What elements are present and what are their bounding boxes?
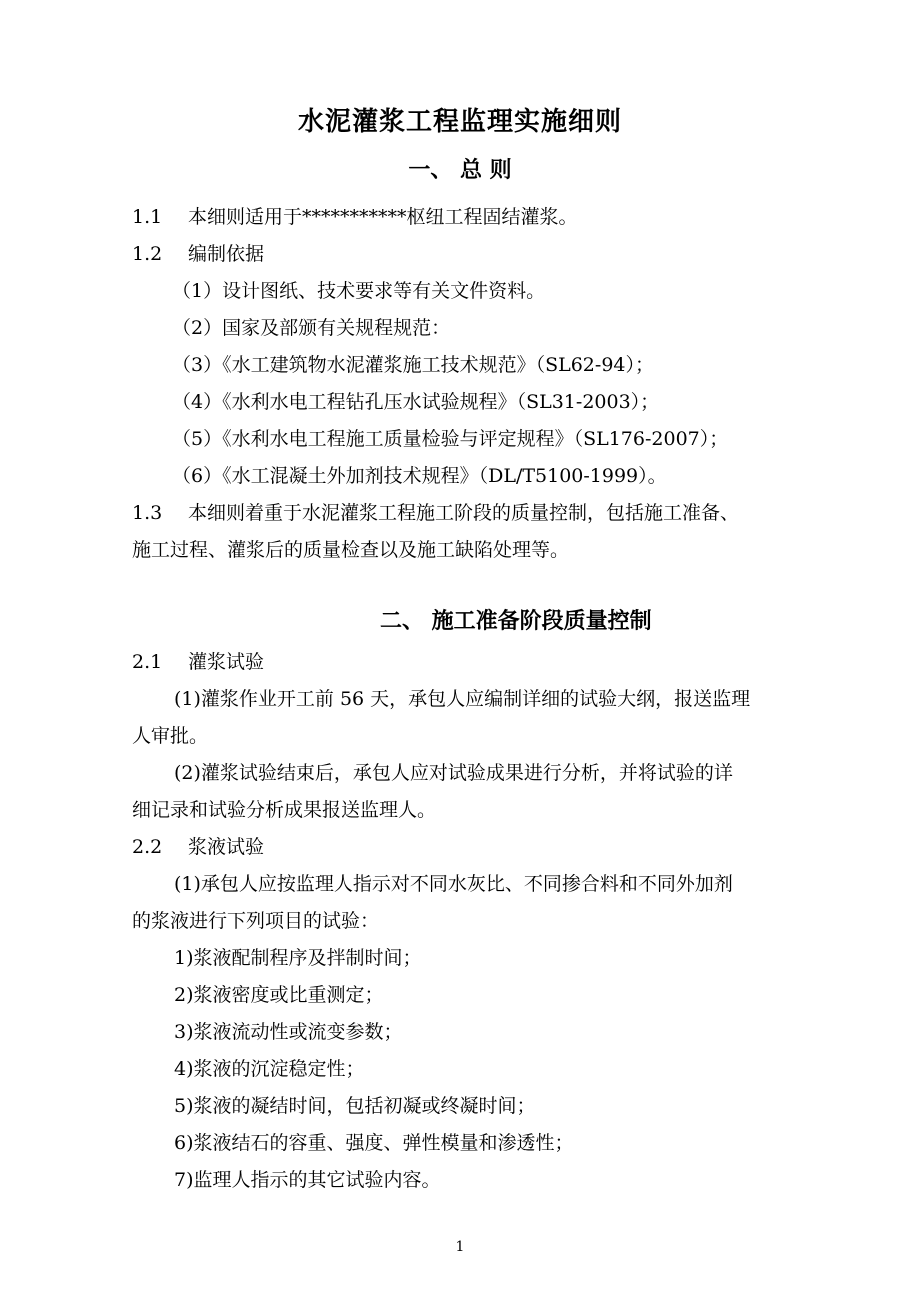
clause-text: 编制依据 bbox=[188, 243, 265, 265]
paragraph-2-2-1-continued: 的浆液进行下列项目的试验： bbox=[132, 910, 380, 932]
clause-number: 1.3 bbox=[132, 502, 163, 524]
basis-item-3: （3）《水工建筑物水泥灌浆施工技术规范》（SL62-94）； bbox=[172, 354, 654, 376]
paragraph-2-1-1-continued: 人审批。 bbox=[132, 725, 209, 747]
clause-number: 1.2 bbox=[132, 243, 163, 265]
basis-item-5: （5）《水利水电工程施工质量检验与评定规程》（SL176-2007）； bbox=[172, 428, 729, 450]
clause-1-2 bbox=[132, 240, 264, 268]
clause-number: 2.1 bbox=[132, 651, 163, 673]
paragraph-2-1-2-continued: 细记录和试验分析成果报送监理人。 bbox=[132, 799, 437, 821]
clause-1-3 bbox=[132, 499, 739, 527]
clause-1-3-continued: 施工过程、灌浆后的质量检查以及施工缺陷处理等。 bbox=[132, 539, 570, 561]
clause-2-1 bbox=[132, 648, 264, 676]
basis-item-6: （6）《水工混凝土外加剂技术规程》（DL/T5100-1999）。 bbox=[172, 465, 667, 487]
paragraph-2-2-1: (1)承包人应按监理人指示对不同水灰比、不同掺合料和不同外加剂 bbox=[174, 873, 733, 895]
clause-number: 2.2 bbox=[132, 836, 163, 858]
test-item-1: 1)浆液配制程序及拌制时间； bbox=[174, 947, 422, 969]
test-item-7: 7)监理人指示的其它试验内容。 bbox=[174, 1169, 441, 1191]
clause-2-2 bbox=[132, 833, 264, 861]
test-item-5: 5)浆液的凝结时间，包括初凝或终凝时间； bbox=[174, 1095, 536, 1117]
section-2-heading: 二、 施工准备阶段质量控制 bbox=[380, 609, 652, 634]
test-item-2: 2)浆液密度或比重测定； bbox=[174, 984, 384, 1006]
paragraph-2-1-2: (2)灌浆试验结束后，承包人应对试验成果进行分析，并将试验的详 bbox=[174, 762, 733, 784]
clause-text: 灌浆试验 bbox=[188, 651, 265, 673]
test-item-3: 3)浆液流动性或流变参数； bbox=[174, 1021, 403, 1043]
test-item-4: 4)浆液的沉淀稳定性； bbox=[174, 1058, 365, 1080]
section-1-heading: 一、 总 则 bbox=[408, 158, 512, 183]
basis-item-4: （4）《水利水电工程钻孔压水试验规程》（SL31-2003）； bbox=[172, 391, 660, 413]
paragraph-2-1-1: (1)灌浆作业开工前 56 天，承包人应编制详细的试验大纲，报送监理 bbox=[174, 688, 751, 710]
clause-1-1 bbox=[132, 203, 578, 231]
clause-number: 1.1 bbox=[132, 206, 163, 228]
basis-item-2: （2）国家及部颁有关规程规范： bbox=[172, 317, 451, 339]
document-title: 水泥灌浆工程监理实施细则 bbox=[297, 107, 622, 137]
clause-text: 浆液试验 bbox=[188, 836, 265, 858]
basis-item-1: （1）设计图纸、技术要求等有关文件资料。 bbox=[172, 280, 546, 302]
test-item-6: 6)浆液结石的容重、强度、弹性模量和渗透性； bbox=[174, 1132, 574, 1154]
page-number: 1 bbox=[455, 1239, 465, 1255]
clause-text: 本细则适用于***********枢纽工程固结灌浆。 bbox=[188, 206, 578, 228]
clause-text: 本细则着重于水泥灌浆工程施工阶段的质量控制，包括施工准备、 bbox=[188, 502, 740, 524]
